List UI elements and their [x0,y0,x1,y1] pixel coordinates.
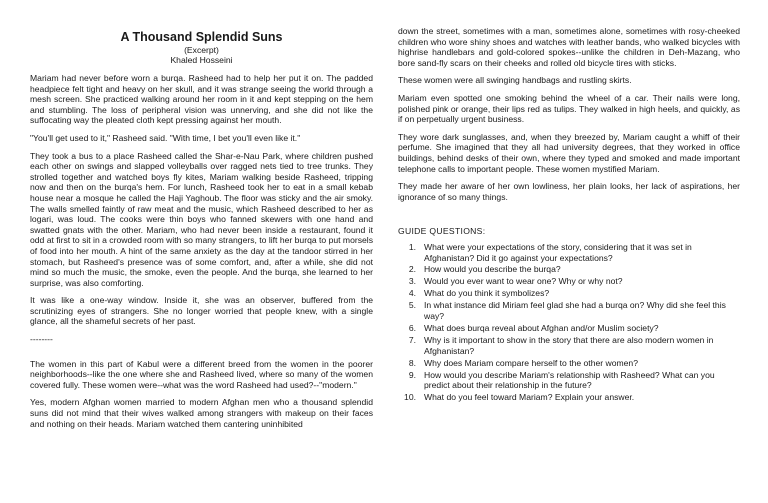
paragraph: They wore dark sunglasses, and, when they breezed by, Mariam caught a whiff of their perfume. She imagined that they all had university degrees, that they worked in office buildings, behind desks of their own, where they typed and smoked and made important telephone calls to important people. These women mystified Mariam. [398,131,740,174]
document-title: A Thousand Splendid Suns [120,30,283,44]
document-subtitle: (Excerpt) [184,45,219,55]
question-number: 1. [408,241,416,252]
paragraph: down the street, sometimes with a man, sometimes alone, sometimes with rosy-cheeked children who wore shiny shoes and watches with leather bands, who walked bicycles with highrise handlebars and gold-colored spokes--unlike the children in Deh-Mazang, who bore sand-fly scars on their cheeks and rolled old bicycle tires with sticks. [398,26,740,68]
question-text: Why is it important to show in the story that there are also modern women in Afghanistan? [424,335,714,356]
question-number: 3. [408,276,416,287]
guide-questions-list [398,242,740,403]
question-number: 7. [408,335,416,345]
paragraph: "You'll get used to it," Rasheed said. "With time, I bet you'll even like it." [30,132,301,143]
paragraph: These women were all swinging handbags and rustling skirts. [398,75,632,86]
list-item [398,370,740,391]
paragraph: They took a bus to a place Rasheed called the Shar-e-Nau Park, where children pushed each other on swings and slapped volleyballs over ragged nets tied to tree trunks. They strolled together and watched boys fly kites, Mariam walking beside Rasheed, tripping now and then on the burqa's hem. For lunch, Rasheed took her to eat in a small kebab house near a mosque he called the Haji Yaghoub. The floor was sticky and the air smoky. The walls smelled faintly of raw meat and the music, which Rasheed described to her as logari, was loud. The cooks were thin boys who fanned skewers with one hand and swatted gnats with the other. Mariam, who had never been inside a restaurant, found it odd at first to sit in a crowded room with so many strangers, to lift her burqa to put morsels of food into her mouth. A hint of the same anxiety as the day at the tandoor stirred in her stomach, but Rasheed's presence was of some comfort, and, after a while, she did not mind so much the music, the smoke, even the people. And the burqa, she learned to her surprise, was also comforting. [30,150,373,288]
paragraph: Mariam had never before worn a burqa. Rasheed had to help her put it on. The padded headpiece felt tight and heavy on her skull, and it was strange seeing the world through a mesh screen. She practiced walking around her room in it and kept stepping on the hem and stumbling. The loss of peripheral vision was unnerving, and she did not like the suffocating way the pleated cloth kept pressing against her mouth. [30,73,373,126]
list-item [398,323,740,334]
question-number: 9. [408,369,416,380]
paragraph: They made her aware of her own lowliness, her plain looks, her lack of aspirations, her ignorance of so many things. [398,181,740,202]
document-author: Khaled Hosseini [170,55,233,65]
question-text: How would you describe the burqa? [424,264,561,275]
list-item [398,358,740,369]
question-text: What were your expectations of the story, considering that it was set in Afghanistan? Did it go against your expectations? [424,241,692,263]
paragraph: It was like a one-way window. Inside it, she was an observer, buffered from the scrutinizing eyes of strangers. She no longer worried that people knew, with a single glance, all the shameful secrets of her past. [30,295,373,327]
list-item [398,276,740,287]
question-number: 8. [408,357,416,368]
right-column [398,26,740,404]
question-text: What do you think it symbolizes? [424,288,550,299]
question-text: Why does Mariam compare herself to the other women? [424,357,638,368]
paragraph: Yes, modern Afghan women married to modern Afghan men who a thousand splendid suns did not mind that their wives walked among strangers with makeup on their faces and nothing on their heads. Mariam watched them cantering uninhibited [30,397,373,429]
left-column [30,26,373,436]
list-item [398,264,740,275]
question-text: How would you describe Mariam's relationship with Rasheed? What can you predict about their relationship in the future? [424,369,715,391]
list-item [398,288,740,299]
list-item [398,242,740,263]
paragraph: The women in this part of Kabul were a different breed from the women in the poorer neighborhoods--like the one where she and Rasheed lived, where so many of the women covered fully. These women were--what was the word Rasheed had used?--"modern." [30,358,373,390]
question-text: What do you feel toward Mariam? Explain your answer. [424,392,635,403]
question-text: Would you ever want to wear one? Why or why not? [424,276,623,287]
question-number: 5. [408,300,416,311]
question-text: In what instance did Miriam feel glad she had a burqa on? Why did she feel this way? [424,300,726,322]
question-number: 2. [408,264,416,275]
question-number: 10. [404,392,416,403]
list-item [398,335,740,356]
guide-questions-heading: GUIDE QUESTIONS: [398,226,486,237]
list-item [398,392,740,403]
question-number: 6. [408,323,416,334]
list-item [398,300,740,321]
section-divider: -------- [30,334,53,345]
question-text: What does burqa reveal about Afghan and/or Muslim society? [424,323,659,334]
question-number: 4. [408,288,416,299]
paragraph: Mariam even spotted one smoking behind the wheel of a car. Their nails were long, polished pink or orange, their lips red as tulips. They walked in high heels, and quickly, as if on perpetually urgent business. [398,92,740,125]
